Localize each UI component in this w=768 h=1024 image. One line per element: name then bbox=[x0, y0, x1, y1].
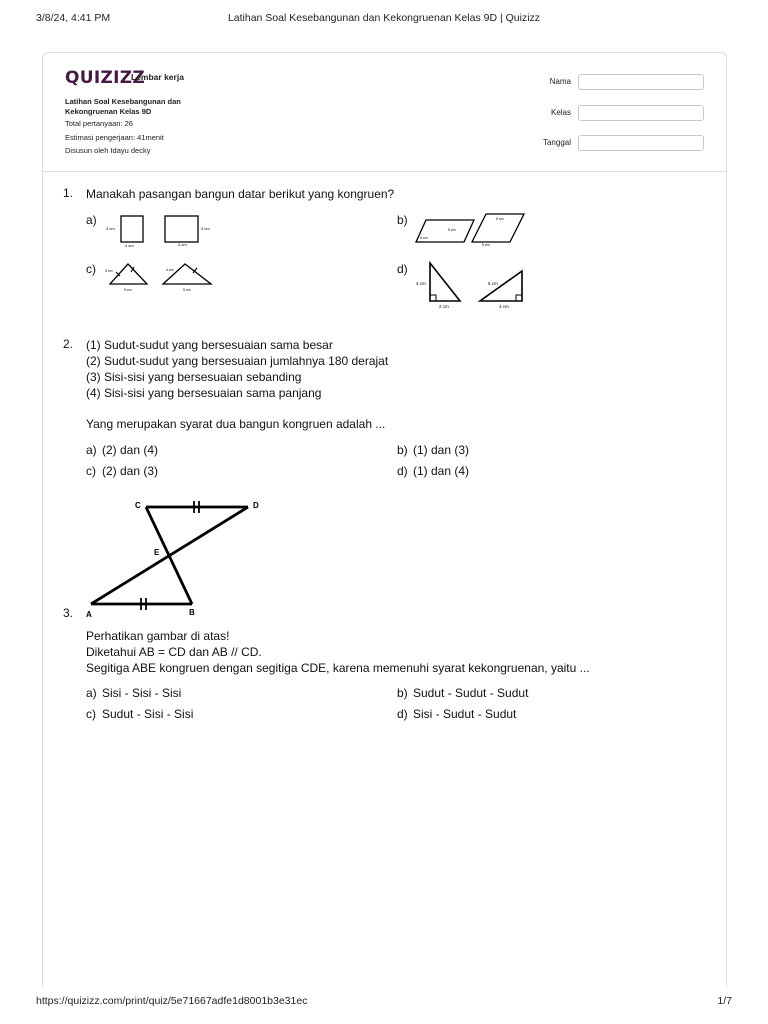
print-header bbox=[36, 12, 732, 28]
class-field[interactable] bbox=[578, 105, 704, 121]
question-number: 3. bbox=[63, 606, 74, 620]
total-questions: Total pertanyaan: 26 bbox=[65, 119, 133, 128]
statement: (2) Sudut-sudut yang bersesuaian jumlahnya 180 derajat bbox=[86, 354, 389, 368]
fig-label: 4 cm bbox=[416, 281, 426, 286]
segment-cb bbox=[146, 507, 192, 604]
option-letter-a: a) bbox=[86, 213, 97, 227]
print-datetime: 3/8/24, 4:41 PM bbox=[36, 12, 111, 24]
statement: (4) Sisi-sisi yang bersesuaian sama panjang bbox=[86, 386, 322, 400]
option-c-text[interactable]: Sudut - Sisi - Sisi bbox=[102, 707, 194, 721]
option-b-figure bbox=[412, 210, 527, 250]
question-number: 1. bbox=[63, 186, 74, 200]
option-letter-b: b) bbox=[397, 686, 408, 700]
date-field[interactable] bbox=[578, 135, 704, 151]
rectangle-shape bbox=[165, 216, 198, 242]
fig-label: 4 cm bbox=[166, 268, 174, 272]
option-letter-d: d) bbox=[397, 262, 408, 276]
point-b-label: B bbox=[189, 608, 195, 617]
option-d-text[interactable]: (1) dan (4) bbox=[413, 464, 470, 478]
triangle-shape bbox=[163, 264, 211, 284]
option-a-figure bbox=[100, 212, 220, 250]
option-a-text[interactable]: Sisi - Sisi - Sisi bbox=[102, 686, 182, 700]
fig-label: 2 cm bbox=[439, 304, 449, 309]
option-c-figure bbox=[100, 258, 220, 296]
fig-label: 5 cm bbox=[482, 243, 490, 247]
worksheet-title-line1: Latihan Soal Kesebangunan dan bbox=[65, 97, 181, 106]
question-line: Perhatikan gambar di atas! bbox=[86, 629, 230, 643]
point-e-label: E bbox=[154, 548, 160, 557]
question-text: Manakah pasangan bangun datar berikut yang kongruen? bbox=[86, 187, 395, 201]
question-line: Segitiga ABE kongruen dengan segitiga CDE, karena memenuhi syarat kekongruenan, yaitu ... bbox=[86, 661, 590, 675]
header-divider bbox=[43, 171, 726, 172]
fig-label: 5 cm bbox=[420, 236, 428, 240]
option-letter-c: c) bbox=[86, 707, 96, 721]
print-page-title: Latihan Soal Kesebangunan dan Kekongruenan Kelas 9D | Quizizz bbox=[227, 12, 541, 24]
question-number: 2. bbox=[63, 337, 74, 351]
fig-label: 3 cm bbox=[106, 226, 115, 231]
option-a-text[interactable]: (2) dan (4) bbox=[102, 443, 159, 457]
triangle-shape bbox=[110, 264, 147, 284]
option-letter-b: b) bbox=[397, 443, 408, 457]
option-letter-d: d) bbox=[397, 707, 408, 721]
option-letter-d: d) bbox=[397, 464, 408, 478]
fig-label: 5 cm bbox=[124, 288, 132, 292]
fig-label: 3 cm bbox=[201, 226, 210, 231]
option-letter-a: a) bbox=[86, 686, 97, 700]
statement: (1) Sudut-sudut yang bersesuaian sama besar bbox=[86, 338, 333, 352]
fig-label: 5 cm bbox=[488, 281, 498, 286]
fig-label: 4 cm bbox=[125, 243, 134, 248]
time-estimate: Estimasi pengerjaan: 41menit bbox=[65, 133, 164, 142]
print-url: https://quizizz.com/print/quiz/5e71667adfe1d8001b3e31ec bbox=[36, 995, 308, 1007]
option-b-text[interactable]: (1) dan (3) bbox=[413, 443, 470, 457]
fig-label: 4 cm bbox=[499, 304, 509, 309]
point-d-label: D bbox=[253, 501, 259, 510]
date-label: Tanggal bbox=[542, 138, 571, 147]
option-d-text[interactable]: Sisi - Sudut - Sudut bbox=[413, 707, 517, 721]
name-field[interactable] bbox=[578, 74, 704, 90]
square-shape bbox=[121, 216, 143, 242]
point-a-label: A bbox=[86, 610, 92, 619]
name-label: Nama bbox=[549, 77, 571, 86]
fig-label: 5 cm bbox=[448, 228, 456, 232]
fig-label: 5 cm bbox=[183, 288, 191, 292]
right-angle-mark bbox=[430, 295, 436, 301]
author: Disusun oleh Idayu decky bbox=[65, 146, 151, 155]
option-letter-c: c) bbox=[86, 262, 96, 276]
question-line: Diketahui AB = CD dan AB // CD. bbox=[86, 645, 262, 659]
question-prompt: Yang merupakan syarat dua bangun kongruen adalah ... bbox=[86, 417, 386, 431]
right-angle-mark bbox=[516, 295, 522, 301]
worksheet-title-line2: Kekongruenan Kelas 9D bbox=[65, 107, 152, 116]
statement: (3) Sisi-sisi yang bersesuaian sebanding bbox=[86, 370, 302, 384]
fig-label: 5 cm bbox=[496, 217, 504, 221]
fig-label: 3 cm bbox=[105, 269, 113, 273]
point-c-label: C bbox=[135, 501, 141, 510]
option-letter-a: a) bbox=[86, 443, 97, 457]
option-d-figure bbox=[412, 259, 527, 311]
sheet-type: Lembar kerja bbox=[131, 72, 184, 82]
class-label: Kelas bbox=[550, 108, 571, 117]
option-c-text[interactable]: (2) dan (3) bbox=[102, 464, 159, 478]
option-b-text[interactable]: Sudut - Sudut - Sudut bbox=[413, 686, 529, 700]
option-letter-c: c) bbox=[86, 464, 96, 478]
fig-label: 4 cm bbox=[178, 242, 187, 247]
quizizz-logo: QUIZIZZ bbox=[65, 68, 145, 88]
congruent-triangles-figure bbox=[82, 498, 268, 620]
page-number: 1/7 bbox=[717, 995, 732, 1007]
option-letter-b: b) bbox=[397, 213, 408, 227]
